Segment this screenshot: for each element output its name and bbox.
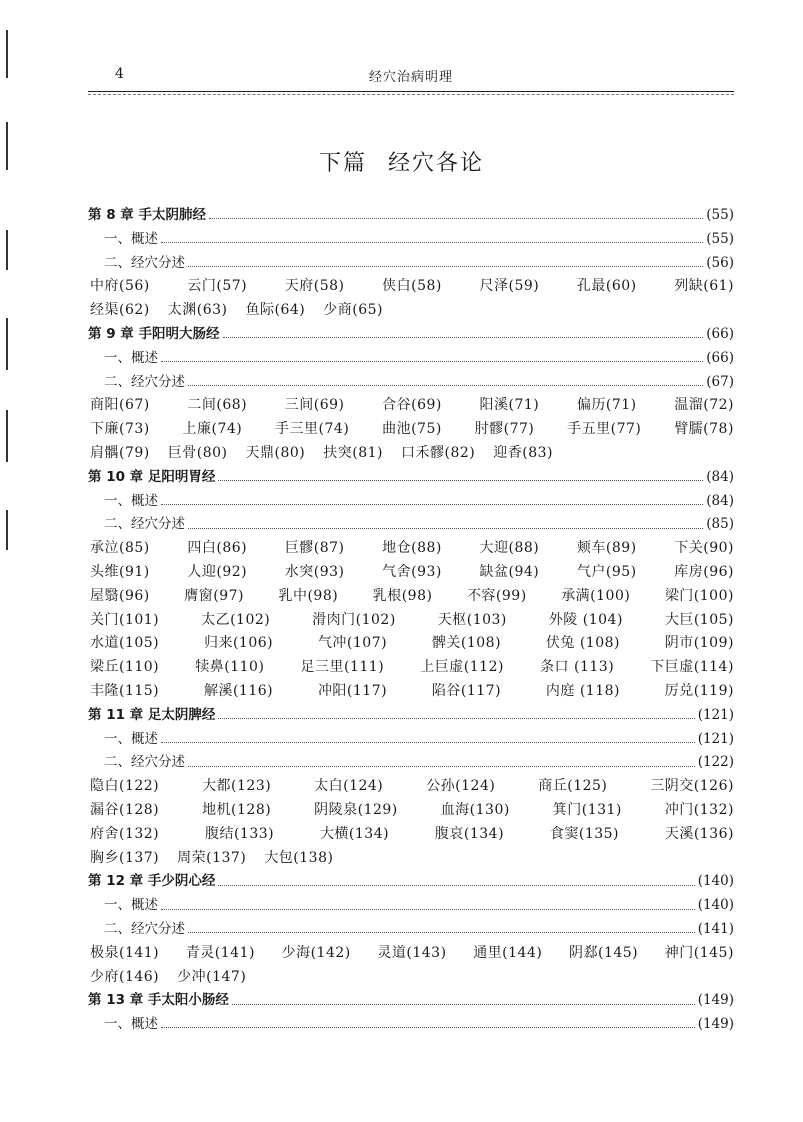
acupoint-entry: 口禾髎(82) xyxy=(401,444,476,461)
acupoint-entry: 大都(123) xyxy=(202,778,272,795)
toc-section-entry xyxy=(88,371,734,395)
toc-section-entry xyxy=(88,347,734,371)
acupoint-entry: 头维(91) xyxy=(90,563,150,580)
acupoint-entry: 乳中(98) xyxy=(278,587,339,604)
acupoint-entry: 大包(138) xyxy=(264,849,334,866)
toc-chapter-entry xyxy=(88,704,734,728)
acupoint-entry: 髀关(108) xyxy=(431,635,502,652)
acupoint-entry: 孔最(60) xyxy=(576,278,637,295)
dot-leader xyxy=(161,504,703,505)
acupoint-entry: 太白(124) xyxy=(314,778,384,795)
dot-leader xyxy=(161,242,703,243)
section-title: 二、经穴分述 xyxy=(104,516,185,533)
section-title: 二、经穴分述 xyxy=(104,920,185,937)
header-rule xyxy=(88,91,734,92)
toc-section-entry xyxy=(88,918,734,942)
section-title: 二、经穴分述 xyxy=(104,373,185,390)
acupoint-entry: 经渠(62) xyxy=(90,302,150,319)
acupoint-list-row xyxy=(88,442,734,466)
section-title: 二、经穴分述 xyxy=(104,254,185,271)
scan-edge-mark xyxy=(6,510,8,550)
acupoint-entry: 侠白(58) xyxy=(382,278,442,295)
acupoint-entry: 扶突(81) xyxy=(323,444,383,461)
acupoint-entry: 中府(56) xyxy=(90,278,150,295)
acupoint-entry: 条口 (113) xyxy=(540,659,615,676)
acupoint-entry: 列缺(61) xyxy=(674,278,734,295)
toc-section-entry xyxy=(88,1013,734,1037)
acupoint-entry: 伏兔 (108) xyxy=(545,635,620,652)
acupoint-entry: 周荣(137) xyxy=(177,849,247,866)
dot-leader xyxy=(188,528,703,529)
toc-section-entry xyxy=(88,751,734,775)
acupoint-entry: 合谷(69) xyxy=(382,397,442,414)
acupoint-entry: 解溪(116) xyxy=(203,682,274,699)
acupoint-entry: 梁丘(110) xyxy=(90,659,160,676)
page-ref: (122) xyxy=(697,754,734,771)
page-ref: (140) xyxy=(697,897,734,914)
dot-leader xyxy=(161,361,703,362)
acupoint-entry: 内庭 (118) xyxy=(545,682,620,699)
acupoint-entry: 尺泽(59) xyxy=(479,278,540,295)
acupoint-entry: 上巨虚(112) xyxy=(420,659,504,676)
acupoint-list-row xyxy=(88,656,734,680)
acupoint-entry: 腹结(133) xyxy=(204,825,275,842)
acupoint-entry: 太乙(102) xyxy=(201,611,271,628)
acupoint-entry: 巨髎(87) xyxy=(284,540,345,557)
acupoint-entry: 臂臑(78) xyxy=(674,421,734,438)
section-title: 一、概述 xyxy=(104,492,158,509)
acupoint-entry: 手三里(74) xyxy=(275,421,350,438)
dot-leader xyxy=(218,480,703,481)
acupoint-list-row xyxy=(88,394,734,418)
page-ref: (141) xyxy=(697,920,734,937)
acupoint-list-row xyxy=(88,680,734,704)
acupoint-entry: 公孙(124) xyxy=(426,778,496,795)
acupoint-entry: 承满(100) xyxy=(561,587,631,604)
acupoint-entry: 归来(106) xyxy=(203,635,274,652)
acupoint-list-row xyxy=(88,537,734,561)
acupoint-entry: 天枢(103) xyxy=(437,611,507,628)
toc-section-entry xyxy=(88,252,734,276)
acupoint-entry: 犊鼻(110) xyxy=(195,659,265,676)
acupoint-entry: 云门(57) xyxy=(187,278,248,295)
toc-section-entry xyxy=(88,513,734,537)
acupoint-list-row xyxy=(88,966,734,990)
scan-edge-mark xyxy=(6,230,8,270)
part-title: 下篇 经穴各论 xyxy=(319,151,484,176)
acupoint-entry: 巨骨(80) xyxy=(167,444,228,461)
toc-chapter-entry xyxy=(88,870,734,894)
acupoint-entry: 肘髎(77) xyxy=(474,421,535,438)
chapter-title: 第 12 章 手少阴心经 xyxy=(88,873,216,890)
acupoint-entry: 冲门(132) xyxy=(664,801,734,818)
scan-edge-mark xyxy=(6,318,8,370)
dot-leader xyxy=(209,218,703,219)
acupoint-entry: 承泣(85) xyxy=(90,540,150,557)
dot-leader xyxy=(188,385,703,386)
acupoint-entry: 胸乡(137) xyxy=(90,849,160,866)
acupoint-entry: 水突(93) xyxy=(284,563,345,580)
acupoint-entry: 偏历(71) xyxy=(576,397,637,414)
acupoint-entry: 大迎(88) xyxy=(479,540,540,557)
page-ref: (55) xyxy=(706,207,734,223)
page-ref: (66) xyxy=(706,325,734,342)
page-ref: (55) xyxy=(706,230,734,247)
section-title: 一、概述 xyxy=(104,230,158,247)
chapter-title: 第 8 章 手太阴肺经 xyxy=(88,207,206,223)
acupoint-entry: 足三里(111) xyxy=(300,659,385,676)
toc-chapter-entry xyxy=(88,204,734,228)
acupoint-entry: 颊车(89) xyxy=(576,540,637,557)
toc-chapter-entry xyxy=(88,989,734,1013)
page-ref: (67) xyxy=(706,373,734,390)
table-of-contents xyxy=(88,204,734,1037)
acupoint-entry: 府舍(132) xyxy=(90,825,160,842)
acupoint-entry: 下廉(73) xyxy=(90,421,150,438)
acupoint-entry: 上廉(74) xyxy=(182,421,243,438)
acupoint-entry: 气舍(93) xyxy=(382,563,442,580)
acupoint-list-row xyxy=(88,799,734,823)
acupoint-entry: 陷谷(117) xyxy=(431,682,502,699)
dot-leader xyxy=(161,742,695,743)
running-title: 经穴治病明理 xyxy=(368,70,453,85)
acupoint-entry: 膺窗(97) xyxy=(184,587,244,604)
acupoint-entry: 灵道(143) xyxy=(377,944,447,961)
page-ref: (85) xyxy=(706,516,734,533)
acupoint-entry: 阴市(109) xyxy=(664,635,734,652)
toc-section-entry xyxy=(88,228,734,252)
dot-leader xyxy=(161,909,695,910)
acupoint-entry: 气户(95) xyxy=(576,563,637,580)
acupoint-entry: 大横(134) xyxy=(319,825,390,842)
acupoint-entry: 箕门(131) xyxy=(552,801,622,818)
page-ref: (149) xyxy=(697,992,734,1009)
section-title: 一、概述 xyxy=(104,730,158,747)
acupoint-entry: 阳溪(71) xyxy=(479,397,540,414)
acupoint-entry: 气冲(107) xyxy=(317,635,388,652)
acupoint-entry: 梁门(100) xyxy=(664,587,734,604)
acupoint-entry: 厉兑(119) xyxy=(664,682,734,699)
acupoint-entry: 人迎(92) xyxy=(187,563,248,580)
acupoint-entry: 迎香(83) xyxy=(493,444,553,461)
acupoint-list-row xyxy=(88,847,734,871)
acupoint-entry: 四白(86) xyxy=(187,540,248,557)
acupoint-entry: 关门(101) xyxy=(90,611,160,628)
chapter-title: 第 11 章 足太阴脾经 xyxy=(88,706,216,723)
acupoint-entry: 滑肉门(102) xyxy=(312,611,396,628)
acupoint-list-row xyxy=(88,275,734,299)
page-ref: (121) xyxy=(697,730,734,747)
acupoint-entry: 三阴交(126) xyxy=(650,778,734,795)
acupoint-entry: 腹哀(134) xyxy=(434,825,505,842)
acupoint-entry: 温溜(72) xyxy=(674,397,734,414)
section-title: 一、概述 xyxy=(104,1016,158,1033)
acupoint-entry: 库房(96) xyxy=(674,563,734,580)
acupoint-list-row xyxy=(88,823,734,847)
page-ref: (84) xyxy=(706,468,734,485)
acupoint-entry: 下关(90) xyxy=(674,540,734,557)
dot-leader xyxy=(161,1027,695,1028)
dot-leader xyxy=(218,718,694,719)
acupoint-entry: 漏谷(128) xyxy=(90,801,160,818)
toc-chapter-entry xyxy=(88,466,734,490)
acupoint-entry: 不容(99) xyxy=(466,587,527,604)
scan-edge-mark xyxy=(6,410,8,462)
acupoint-entry: 曲池(75) xyxy=(382,421,442,438)
section-title: 一、概述 xyxy=(104,349,158,366)
acupoint-entry: 鱼际(64) xyxy=(245,302,306,319)
acupoint-entry: 冲阳(117) xyxy=(317,682,388,699)
acupoint-list-row xyxy=(88,418,734,442)
acupoint-entry: 商丘(125) xyxy=(538,778,608,795)
acupoint-list-row xyxy=(88,632,734,656)
chapter-title: 第 9 章 手阳明大肠经 xyxy=(88,325,220,342)
acupoint-list-row xyxy=(88,775,734,799)
acupoint-entry: 隐白(122) xyxy=(90,778,160,795)
acupoint-entry: 天府(58) xyxy=(284,278,345,295)
section-title: 一、概述 xyxy=(104,897,158,914)
acupoint-entry: 少商(65) xyxy=(323,302,383,319)
acupoint-entry: 天溪(136) xyxy=(664,825,734,842)
page-header xyxy=(88,66,734,88)
dot-leader xyxy=(188,766,695,767)
acupoint-entry: 外陵 (104) xyxy=(548,611,623,628)
acupoint-entry: 阴陵泉(129) xyxy=(314,801,398,818)
acupoint-entry: 地仓(88) xyxy=(382,540,442,557)
section-title: 二、经穴分述 xyxy=(104,754,185,771)
acupoint-entry: 缺盆(94) xyxy=(479,563,540,580)
acupoint-entry: 通里(144) xyxy=(473,944,543,961)
acupoint-entry: 少冲(147) xyxy=(177,968,247,985)
acupoint-entry: 太渊(63) xyxy=(167,302,228,319)
page-ref: (140) xyxy=(697,873,734,890)
dot-leader xyxy=(188,266,703,267)
acupoint-entry: 三间(69) xyxy=(284,397,345,414)
acupoint-entry: 血海(130) xyxy=(440,801,510,818)
page-ref: (121) xyxy=(697,706,734,723)
acupoint-entry: 商阳(67) xyxy=(90,397,150,414)
acupoint-entry: 肩髃(79) xyxy=(90,444,150,461)
acupoint-entry: 地机(128) xyxy=(202,801,272,818)
toc-chapter-entry xyxy=(88,323,734,347)
acupoint-entry: 极泉(141) xyxy=(90,944,160,961)
page-ref: (84) xyxy=(706,492,734,509)
page-ref: (66) xyxy=(706,349,734,366)
acupoint-entry: 食窦(135) xyxy=(549,825,620,842)
acupoint-entry: 少府(146) xyxy=(90,968,160,985)
acupoint-entry: 神门(145) xyxy=(664,944,734,961)
acupoint-list-row xyxy=(88,942,734,966)
acupoint-entry: 屋翳(96) xyxy=(90,587,150,604)
acupoint-entry: 手五里(77) xyxy=(567,421,642,438)
acupoint-entry: 阴郄(145) xyxy=(568,944,639,961)
acupoint-entry: 青灵(141) xyxy=(185,944,255,961)
acupoint-entry: 水道(105) xyxy=(90,635,160,652)
acupoint-entry: 下巨虚(114) xyxy=(650,659,734,676)
acupoint-entry: 少海(142) xyxy=(281,944,351,961)
page-ref: (56) xyxy=(706,254,734,271)
dot-leader xyxy=(188,932,695,933)
dot-leader xyxy=(223,337,704,338)
acupoint-list-row xyxy=(88,609,734,633)
acupoint-entry: 天鼎(80) xyxy=(245,444,306,461)
toc-section-entry xyxy=(88,490,734,514)
scan-edge-mark xyxy=(6,30,8,78)
chapter-title: 第 10 章 足阳明胃经 xyxy=(88,468,216,485)
toc-section-entry xyxy=(88,894,734,918)
header-rule-secondary xyxy=(88,94,734,95)
dot-leader xyxy=(232,1004,695,1005)
acupoint-entry: 二间(68) xyxy=(187,397,248,414)
page-number: 4 xyxy=(115,66,124,82)
toc-section-entry xyxy=(88,728,734,752)
chapter-title: 第 13 章 手太阳小肠经 xyxy=(88,992,229,1009)
page-ref: (149) xyxy=(697,1016,734,1033)
acupoint-entry: 乳根(98) xyxy=(372,587,433,604)
acupoint-list-row xyxy=(88,299,734,323)
acupoint-entry: 丰隆(115) xyxy=(90,682,160,699)
dot-leader xyxy=(218,885,694,886)
acupoint-list-row xyxy=(88,585,734,609)
acupoint-list-row xyxy=(88,561,734,585)
acupoint-entry: 大巨(105) xyxy=(664,611,734,628)
